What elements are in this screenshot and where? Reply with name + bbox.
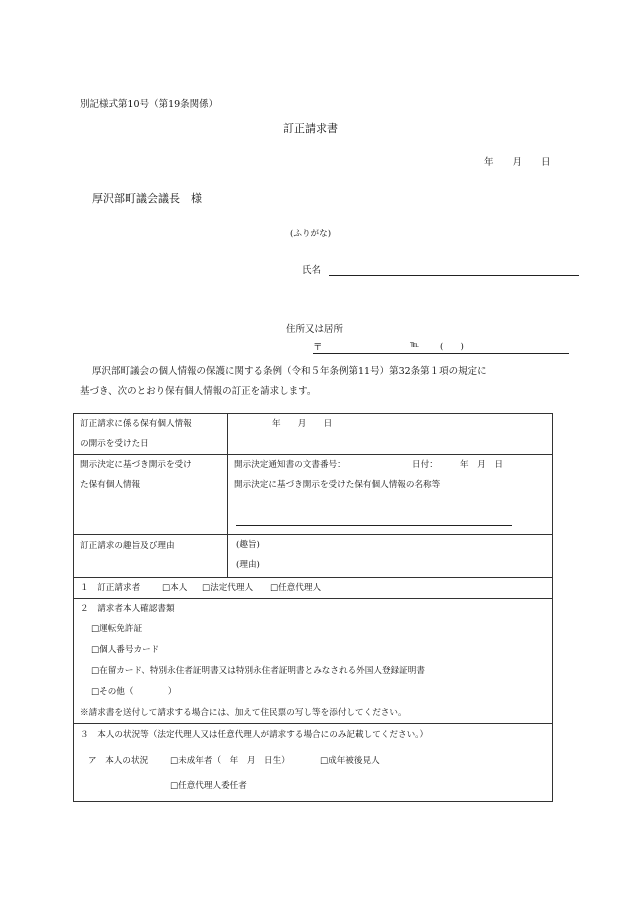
id-doc-drivers-license[interactable]: □運転免許証 [91,624,143,634]
furigana-label: (ふりがな) [290,229,332,239]
disclosure-date-cell[interactable] [228,414,553,455]
id-doc-other[interactable]: □その他（ ） [91,687,177,697]
date-line: 年 月 日 [484,157,551,168]
purpose-reason-cell[interactable] [228,535,553,578]
tel-parens: ( ) [440,342,464,352]
request-form-table [73,413,553,802]
id-documents-title: ２ 請求者本人確認書類 [80,604,175,614]
disclosure-date-label-1: 訂正請求に係る保有個人情報 [80,419,192,429]
status-minor[interactable]: □未成年者（ 年 月 日生） [170,756,290,766]
status-voluntary-principal[interactable]: □任意代理人委任者 [170,781,247,791]
postal-mark: 〒 [313,342,323,353]
requester-type-legal[interactable]: □法定代理人 [202,583,254,593]
intro-line-2: 基づき、次のとおり保有個人情報の訂正を請求します。 [80,386,317,397]
addressee: 厚沢部町議会議長 様 [92,192,202,205]
status-adult-ward[interactable]: □成年被後見人 [320,756,380,766]
purpose-reason-label: 訂正請求の趣旨及び理由 [80,541,175,551]
doc-number-label: 開示決定通知書の文書番号： [234,460,346,470]
disclosed-info-cell[interactable] [228,455,553,535]
name-input-line[interactable] [329,275,579,276]
disclosed-info-name-line[interactable] [236,525,512,526]
reason-label: (理由) [236,560,260,570]
purpose-label: (趣旨) [236,540,260,550]
name-label: 氏名 [302,265,322,276]
id-doc-mynumber-card[interactable]: □個人番号カード [91,645,160,655]
disclosed-info-label-cell [74,455,228,535]
disclosed-info-name-label: 開示決定に基づき開示を受けた保有個人情報の名称等 [234,480,441,490]
disclosure-date-label-2: の開示を受けた日 [80,439,149,449]
requester-type-title: １ 訂正請求者 [80,583,141,593]
disclosed-info-label-1: 開示決定に基づき開示を受け [80,460,192,470]
requester-type-row [74,578,553,599]
principal-status-label: ア 本人の状況 [88,756,149,766]
disclosure-date-value: 年 月 日 [272,419,333,429]
id-doc-residence-card[interactable]: □在留カード、特別永住者証明書又は特別永住者証明書とみなされる外国人登録証明書 [91,666,425,676]
intro-line-1: 厚沢部町議会の個人情報の保護に関する条例（令和５年条例第11号）第32条第１項の規定に [92,366,487,377]
address-label: 住所又は居所 [286,324,344,335]
address-input-line[interactable] [313,353,569,354]
doc-date-label: 日付： [412,460,438,470]
doc-date-value: 年 月 日 [460,460,503,470]
purpose-label-cell [74,535,228,578]
principal-status-section [74,724,553,802]
tel-mark: ℡ [410,340,420,350]
disclosure-date-label-cell [74,414,228,455]
page-title: 訂正請求書 [283,122,338,135]
disclosed-info-label-2: た保有個人情報 [80,480,141,490]
id-documents-note: ※請求書を送付して請求する場合には、加えて住民票の写し等を添付してください。 [80,708,407,718]
requester-type-voluntary[interactable]: □任意代理人 [270,583,322,593]
form-number: 別記様式第10号（第19条関係） [80,99,219,110]
id-documents-section [74,599,553,724]
requester-type-self[interactable]: □本人 [162,583,188,593]
principal-status-title: ３ 本人の状況等（法定代理人又は任意代理人が請求する場合にのみ記載してください。） [80,730,429,740]
